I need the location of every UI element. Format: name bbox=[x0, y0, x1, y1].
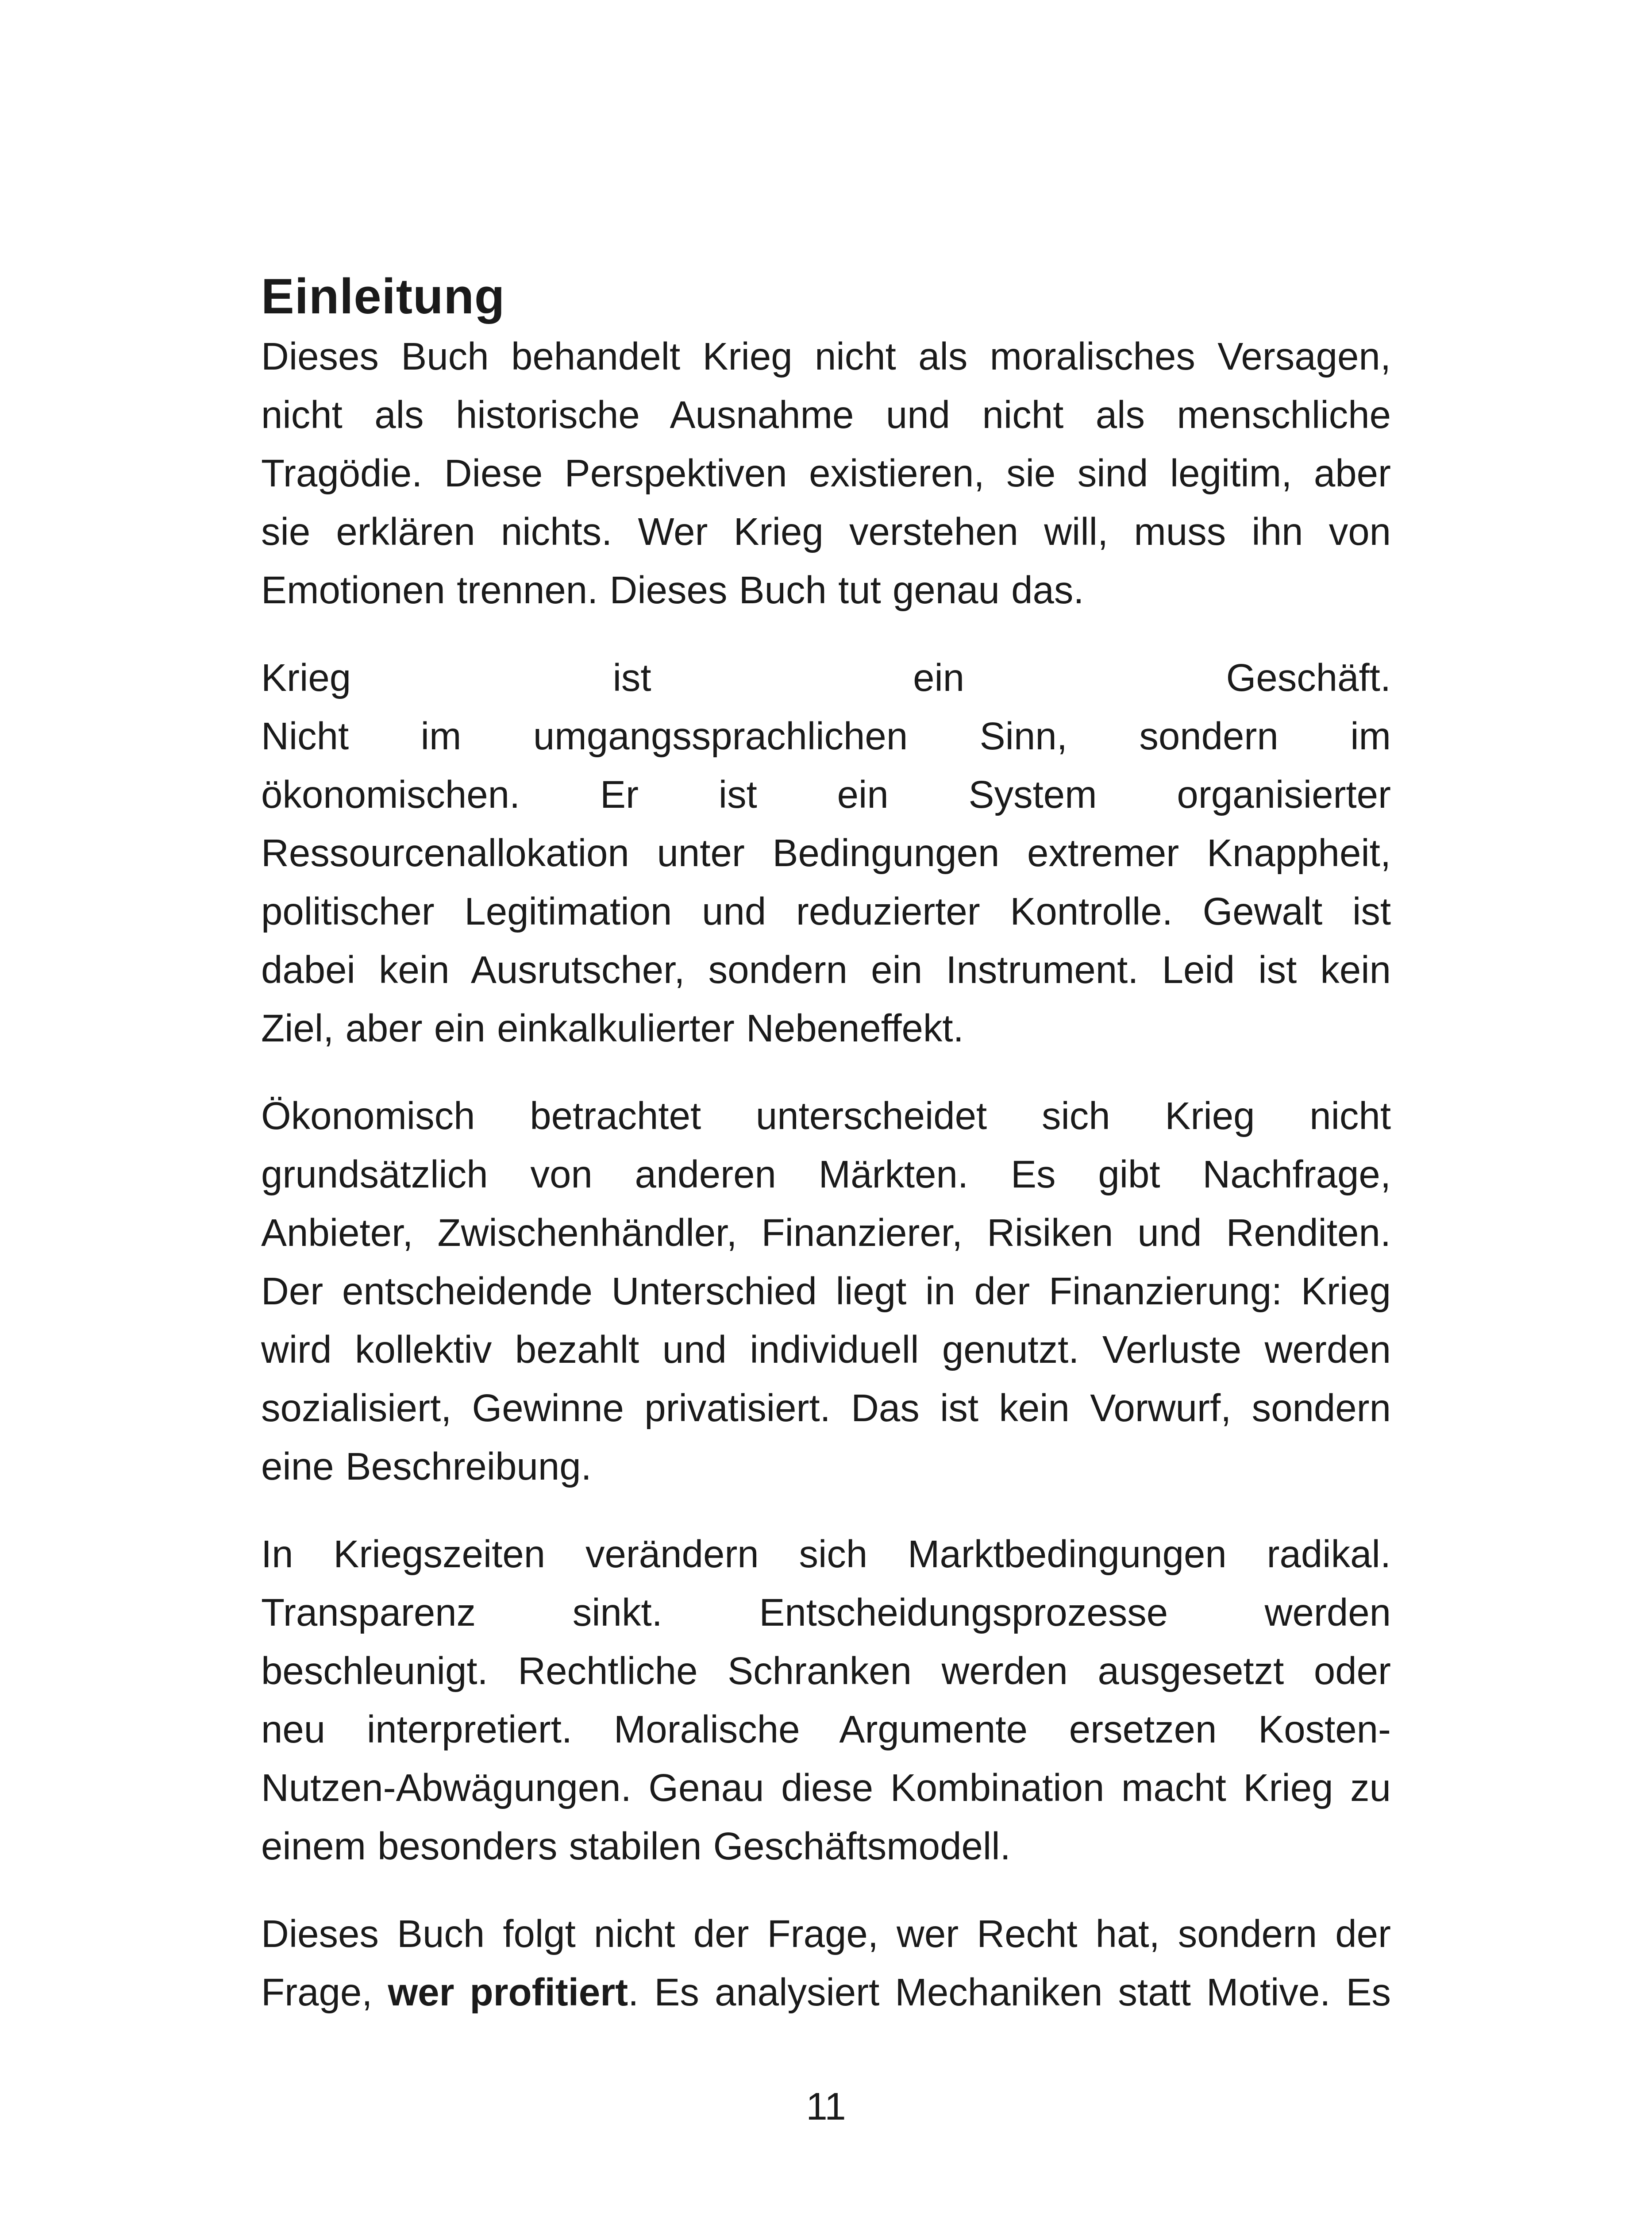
page-body bbox=[261, 266, 1391, 2051]
page-number: 11 bbox=[806, 2085, 846, 2128]
text-line: eine Beschreibung. bbox=[261, 1445, 592, 1488]
text-line: ökonomischen. Er ist ein System organisierter bbox=[261, 773, 1391, 816]
text-line: politischer Legitimation und reduzierter Kontrolle. Gewalt ist bbox=[261, 890, 1391, 933]
text-line: In Kriegszeiten verändern sich Marktbedingungen radikal. bbox=[261, 1533, 1391, 1576]
text-line: Dieses Buch folgt nicht der Frage, wer Recht hat, sondern der bbox=[261, 1912, 1391, 1955]
text-line: Transparenz sinkt. Entscheidungsprozesse werden bbox=[261, 1591, 1391, 1634]
text-line: dabei kein Ausrutscher, sondern ein Instrument. Leid ist kein bbox=[261, 948, 1391, 991]
text-line: Dieses Buch behandelt Krieg nicht als moralisches Versagen, bbox=[261, 335, 1391, 378]
text-line: Nutzen-Abwägungen. Genau diese Kombination macht Krieg zu bbox=[261, 1766, 1391, 1809]
text-line-with-emphasis bbox=[261, 1963, 1391, 2022]
text-line: sozialisiert, Gewinne privatisiert. Das ist kein Vorwurf, sondern bbox=[261, 1387, 1391, 1430]
paragraph-4 bbox=[261, 1525, 1391, 1876]
paragraph-2 bbox=[261, 649, 1391, 1058]
emphasis-text: wer profitiert bbox=[388, 1971, 628, 2014]
text-line: Nicht im umgangssprachlichen Sinn, sondern im bbox=[261, 715, 1391, 758]
text-line: Krieg ist ein Geschäft. bbox=[261, 656, 1391, 699]
paragraph-5 bbox=[261, 1905, 1391, 2022]
paragraph-3 bbox=[261, 1087, 1391, 1496]
text-line: Der entscheidende Unterschied liegt in der Finanzierung: Krieg bbox=[261, 1270, 1391, 1313]
text-line: einem besonders stabilen Geschäftsmodell. bbox=[261, 1825, 1011, 1868]
text-line: beschleunigt. Rechtliche Schranken werden ausgesetzt oder bbox=[261, 1650, 1391, 1693]
text-line: Ressourcenallokation unter Bedingungen extremer Knappheit, bbox=[261, 832, 1391, 875]
text-line: Ziel, aber ein einkalkulierter Nebeneffekt. bbox=[261, 1007, 964, 1050]
chapter-heading: Einleitung bbox=[261, 269, 505, 324]
text-segment: Frage, bbox=[261, 1971, 388, 2014]
text-line: Emotionen trennen. Dieses Buch tut genau das. bbox=[261, 569, 1084, 612]
text-segment: . Es analysiert Mechaniken statt Motive. Es bbox=[628, 1971, 1391, 2014]
text-line: Anbieter, Zwischenhändler, Finanzierer, Risiken und Renditen. bbox=[261, 1211, 1391, 1254]
text-line: grundsätzlich von anderen Märkten. Es gibt Nachfrage, bbox=[261, 1153, 1391, 1196]
text-line: wird kollektiv bezahlt und individuell genutzt. Verluste werden bbox=[261, 1328, 1391, 1371]
text-line: Ökonomisch betrachtet unterscheidet sich Krieg nicht bbox=[261, 1095, 1391, 1137]
paragraph-1 bbox=[261, 328, 1391, 620]
text-line: Tragödie. Diese Perspektiven existieren, sie sind legitim, aber bbox=[261, 452, 1391, 495]
text-line: sie erklären nichts. Wer Krieg verstehen will, muss ihn von bbox=[261, 510, 1391, 553]
text-line: neu interpretiert. Moralische Argumente ersetzen Kosten- bbox=[261, 1708, 1391, 1751]
text-line: nicht als historische Ausnahme und nicht als menschliche bbox=[261, 393, 1391, 436]
